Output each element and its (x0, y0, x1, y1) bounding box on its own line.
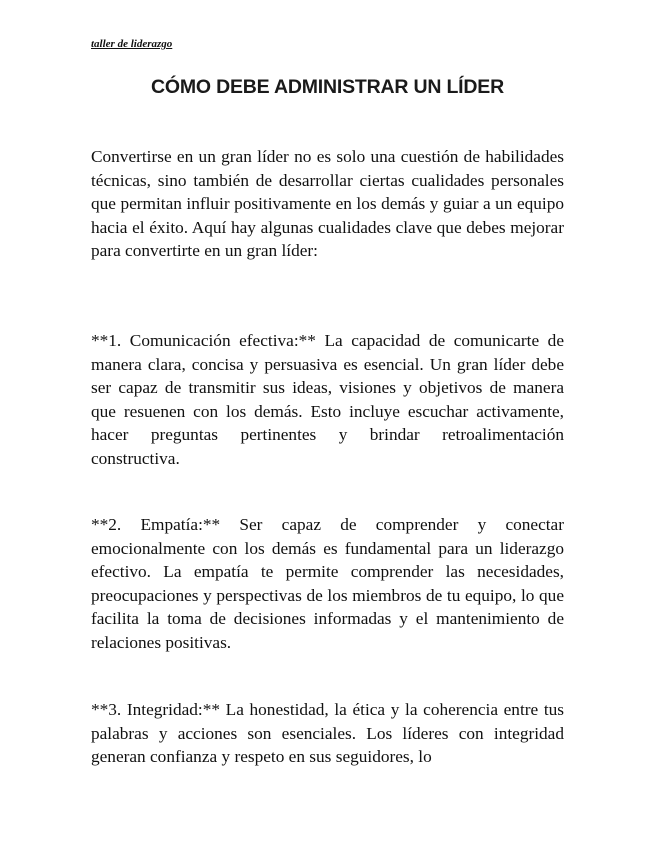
header-note: taller de liderazgo (91, 38, 173, 50)
page-title: CÓMO DEBE ADMINISTRAR UN LÍDER (151, 76, 504, 98)
intro-paragraph: Convertirse en un gran líder no es solo una cuestión de habilidades técnicas, sino también de desarrollar ciertas cualidades personales que permitan influir positivamente en los demás y guiar a un equipo hacia el éxito. Aquí hay algunas cualidades clave que debes mejorar para convertirte en un gran líder: (91, 147, 564, 261)
paragraph-integrity: **3. Integridad:** La honestidad, la ética y la coherencia entre tus palabras y acciones son esenciales. Los líderes con integridad generan confianza y respeto en sus seguidores, lo (91, 700, 564, 767)
paragraph-communication: **1. Comunicación efectiva:** La capacidad de comunicarte de manera clara, concisa y persuasiva es esencial. Un gran líder debe ser capaz de transmitir sus ideas, visiones y objetivos de manera que resuenen con los demás. Esto incluye escuchar activamente, hacer preguntas pertinentes y brindar retroalimentación constructiva. (91, 331, 564, 468)
paragraph-empathy: **2. Empatía:** Ser capaz de comprender y conectar emocionalmente con los demás es fundamental para un liderazgo efectivo. La empatía te permite comprender las necesidades, preocupaciones y perspectivas de los miembros de tu equipo, lo que facilita la toma de decisiones informadas y el mantenimiento de relaciones positivas. (91, 515, 564, 652)
